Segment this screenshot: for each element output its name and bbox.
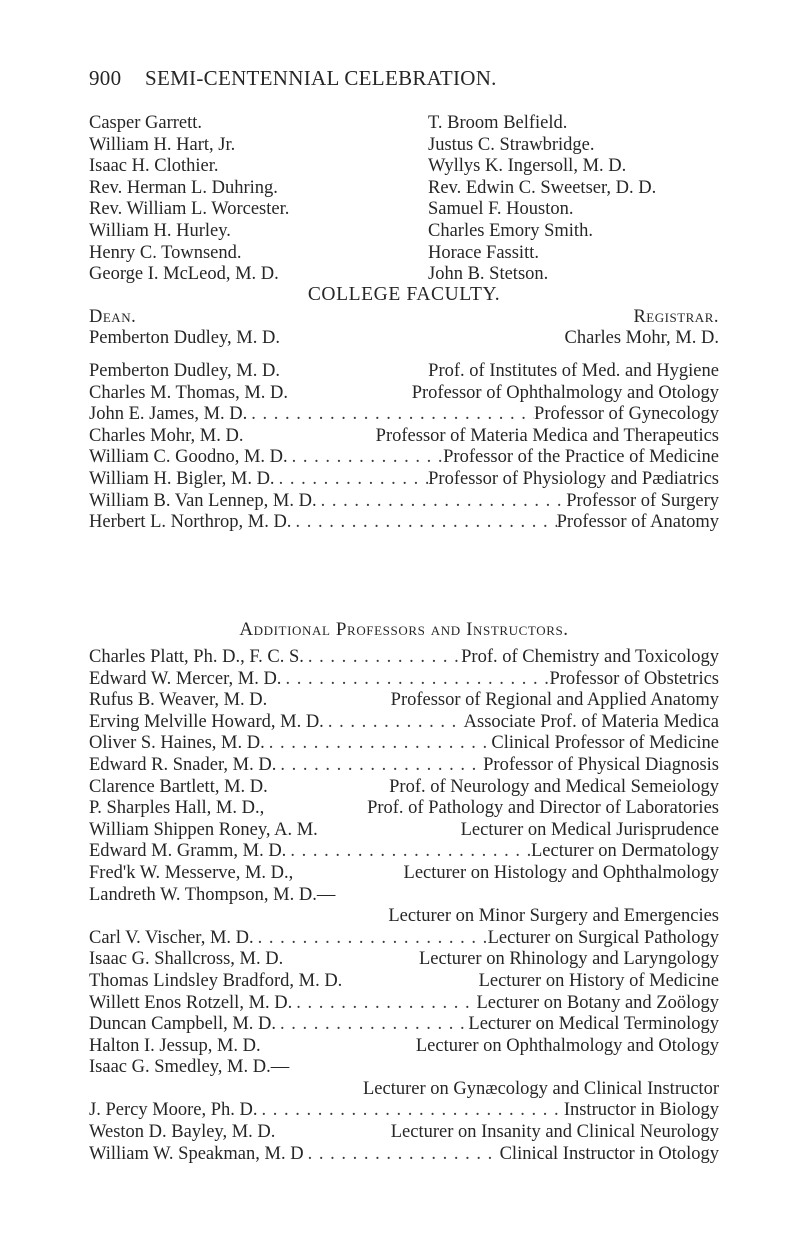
dean-name: Pemberton Dudley, M. D. <box>89 328 280 348</box>
list-item: Justus C. Strawbridge. <box>428 134 595 155</box>
registrar-label: Registrar. <box>633 307 719 327</box>
list-item: Rev. William L. Worcester. <box>89 199 290 220</box>
faculty-name: Charles Platt, Ph. D., F. C. S. <box>89 647 304 667</box>
faculty-row <box>89 755 719 777</box>
faculty-title: Professor of Surgery <box>566 490 719 511</box>
registrar-name: Charles Mohr, M. D. <box>564 328 719 348</box>
faculty-name: William C. Goodno, M. D. <box>89 447 288 468</box>
additional-heading: Additional Professors and Instructors. <box>239 619 569 640</box>
faculty-title: Lecturer on Gynæcology and Clinical Instructor <box>362 1078 719 1099</box>
faculty-name: J. Percy Moore, Ph. D. <box>89 1100 258 1121</box>
faculty-title: Associate Prof. of Materia Medica <box>463 711 719 732</box>
list-item: T. Broom Belfield. <box>428 113 568 133</box>
faculty-name: Duncan Campbell, M. D. <box>89 1014 277 1035</box>
list-item: George I. McLeod, M. D. <box>89 264 279 285</box>
faculty-row <box>89 841 719 863</box>
faculty-name: Charles M. Thomas, M. D. <box>89 382 289 403</box>
list-item: Wyllys K. Ingersoll, M. D. <box>428 156 627 177</box>
faculty-name: Charles Mohr, M. D. <box>89 425 244 446</box>
faculty-row <box>89 798 719 820</box>
college-faculty-heading: COLLEGE FACULTY. <box>307 284 501 305</box>
faculty-name: Clarence Bartlett, M. D. <box>89 776 268 797</box>
faculty-name: William Shippen Roney, A. M. <box>89 819 318 840</box>
list-item: Rev. Herman L. Duhring. <box>89 177 278 198</box>
faculty-name: Halton I. Jessup, M. D. <box>89 1035 261 1056</box>
faculty-title: Professor of Ophthalmology and Otology <box>411 382 719 403</box>
faculty-row <box>89 469 719 491</box>
faculty-name: Pemberton Dudley, M. D. <box>89 361 280 381</box>
faculty-row <box>89 949 719 971</box>
faculty-row <box>89 447 719 469</box>
faculty-title: Lecturer on Minor Surgery and Emergencies <box>388 906 719 927</box>
running-header <box>89 66 719 91</box>
faculty-name: P. Sharples Hall, M. D., <box>89 798 265 819</box>
additional-list <box>89 647 719 1165</box>
faculty-title: Lecturer on Botany and Zoölogy <box>476 992 719 1013</box>
faculty-list <box>89 361 719 534</box>
faculty-name: Oliver S. Haines, M. D. <box>89 733 265 754</box>
faculty-name: Edward M. Gramm, M. D. <box>89 841 287 862</box>
faculty-name: Isaac G. Shallcross, M. D. <box>89 949 284 970</box>
names-column-right <box>428 113 748 286</box>
faculty-row <box>89 491 719 513</box>
faculty-title: Lecturer on Insanity and Clinical Neurology <box>390 1122 719 1143</box>
list-item: Rev. Edwin C. Sweetser, D. D. <box>428 177 657 198</box>
faculty-name: William B. Van Lennep, M. D. <box>89 490 317 511</box>
faculty-name: Isaac G. Smedley, M. D.— <box>89 1057 290 1078</box>
faculty-title: Clinical Instructor in Otology <box>499 1143 719 1164</box>
faculty-title: Professor of Regional and Applied Anatomy <box>390 690 719 711</box>
faculty-row <box>89 361 719 383</box>
faculty-title: Professor of the Practice of Medicine <box>443 447 719 468</box>
faculty-row <box>89 690 719 712</box>
officer-names <box>89 328 719 349</box>
list-item: William H. Hart, Jr. <box>89 134 236 155</box>
faculty-title: Lecturer on History of Medicine <box>478 970 719 991</box>
faculty-row <box>89 1036 719 1058</box>
faculty-row <box>89 777 719 799</box>
faculty-name: Fred'k W. Messerve, M. D., <box>89 862 294 883</box>
list-item: Isaac H. Clothier. <box>89 156 219 177</box>
faculty-row <box>89 820 719 842</box>
faculty-row <box>89 404 719 426</box>
list-item: John B. Stetson. <box>428 264 549 285</box>
faculty-title: Professor of Materia Medica and Therapeutics <box>375 425 719 446</box>
list-item: Casper Garrett. <box>89 113 203 133</box>
faculty-row <box>89 712 719 734</box>
faculty-name: Erving Melville Howard, M. D. <box>89 711 324 732</box>
faculty-row <box>89 928 719 950</box>
faculty-row <box>89 512 719 534</box>
faculty-title: Lecturer on Medical Jurisprudence <box>460 819 719 840</box>
faculty-name: Carl V. Vischer, M. D. <box>89 927 254 948</box>
faculty-title: Lecturer on Ophthalmology and Otology <box>415 1035 719 1056</box>
faculty-title: Professor of Obstetrics <box>549 668 719 689</box>
faculty-row <box>89 383 719 405</box>
faculty-name: Weston D. Bayley, M. D. <box>89 1122 276 1143</box>
faculty-name: Landreth W. Thompson, M. D.— <box>89 884 336 905</box>
faculty-title: Prof. of Neurology and Medical Semeiology <box>389 776 719 797</box>
faculty-row <box>89 669 719 691</box>
faculty-title: Lecturer on Medical Terminology <box>468 1014 719 1035</box>
faculty-row <box>89 993 719 1015</box>
faculty-name: John E. James, M. D. <box>89 404 248 425</box>
faculty-row <box>89 733 719 755</box>
officer-labels <box>89 307 719 328</box>
faculty-title: Professor of Anatomy <box>556 512 719 533</box>
faculty-title: Professor of Physiology and Pædiatrics <box>428 468 719 489</box>
list-item: Samuel F. Houston. <box>428 199 574 220</box>
faculty-title: Lecturer on Histology and Ophthalmology <box>403 862 719 883</box>
names-column-left <box>89 113 409 286</box>
faculty-title: Professor of Physical Diagnosis <box>483 754 719 775</box>
faculty-name: Edward W. Mercer, M. D. <box>89 668 282 689</box>
faculty-title: Lecturer on Dermatology <box>530 841 719 862</box>
faculty-row <box>89 971 719 993</box>
faculty-title: Lecturer on Surgical Pathology <box>487 927 719 948</box>
faculty-row <box>89 1014 719 1036</box>
faculty-name: William H. Bigler, M. D. <box>89 468 275 489</box>
faculty-name: Rufus B. Weaver, M. D. <box>89 690 268 711</box>
faculty-row <box>89 863 719 885</box>
faculty-name: Herbert L. Northrop, M. D. <box>89 512 292 533</box>
faculty-name: William W. Speakman, M. D <box>89 1143 304 1164</box>
list-item: William H. Hurley. <box>89 220 231 241</box>
faculty-title: Prof. of Chemistry and Toxicology <box>461 647 719 667</box>
faculty-row <box>89 647 719 669</box>
list-item: Henry C. Townsend. <box>89 242 242 263</box>
faculty-title: Prof. of Pathology and Director of Laboratories <box>367 798 719 819</box>
list-item: Horace Fassitt. <box>428 242 539 263</box>
faculty-row <box>89 426 719 448</box>
dean-label: Dean. <box>89 307 137 327</box>
faculty-title: Lecturer on Rhinology and Laryngology <box>418 949 719 970</box>
page-number: 900 <box>89 66 122 90</box>
faculty-row <box>89 1122 719 1144</box>
faculty-name: Edward R. Snader, M. D. <box>89 754 277 775</box>
faculty-title: Prof. of Institutes of Med. and Hygiene <box>428 361 719 381</box>
faculty-title: Clinical Professor of Medicine <box>491 733 719 754</box>
faculty-row <box>89 1100 719 1122</box>
faculty-name: Willett Enos Rotzell, M. D. <box>89 992 293 1013</box>
faculty-row <box>89 1144 719 1166</box>
faculty-title: Instructor in Biology <box>563 1100 719 1121</box>
faculty-title: Professor of Gynecology <box>534 404 719 425</box>
running-title: SEMI-CENTENNIAL CELEBRATION. <box>144 66 497 90</box>
faculty-name: Thomas Lindsley Bradford, M. D. <box>89 970 343 991</box>
list-item: Charles Emory Smith. <box>428 220 593 241</box>
